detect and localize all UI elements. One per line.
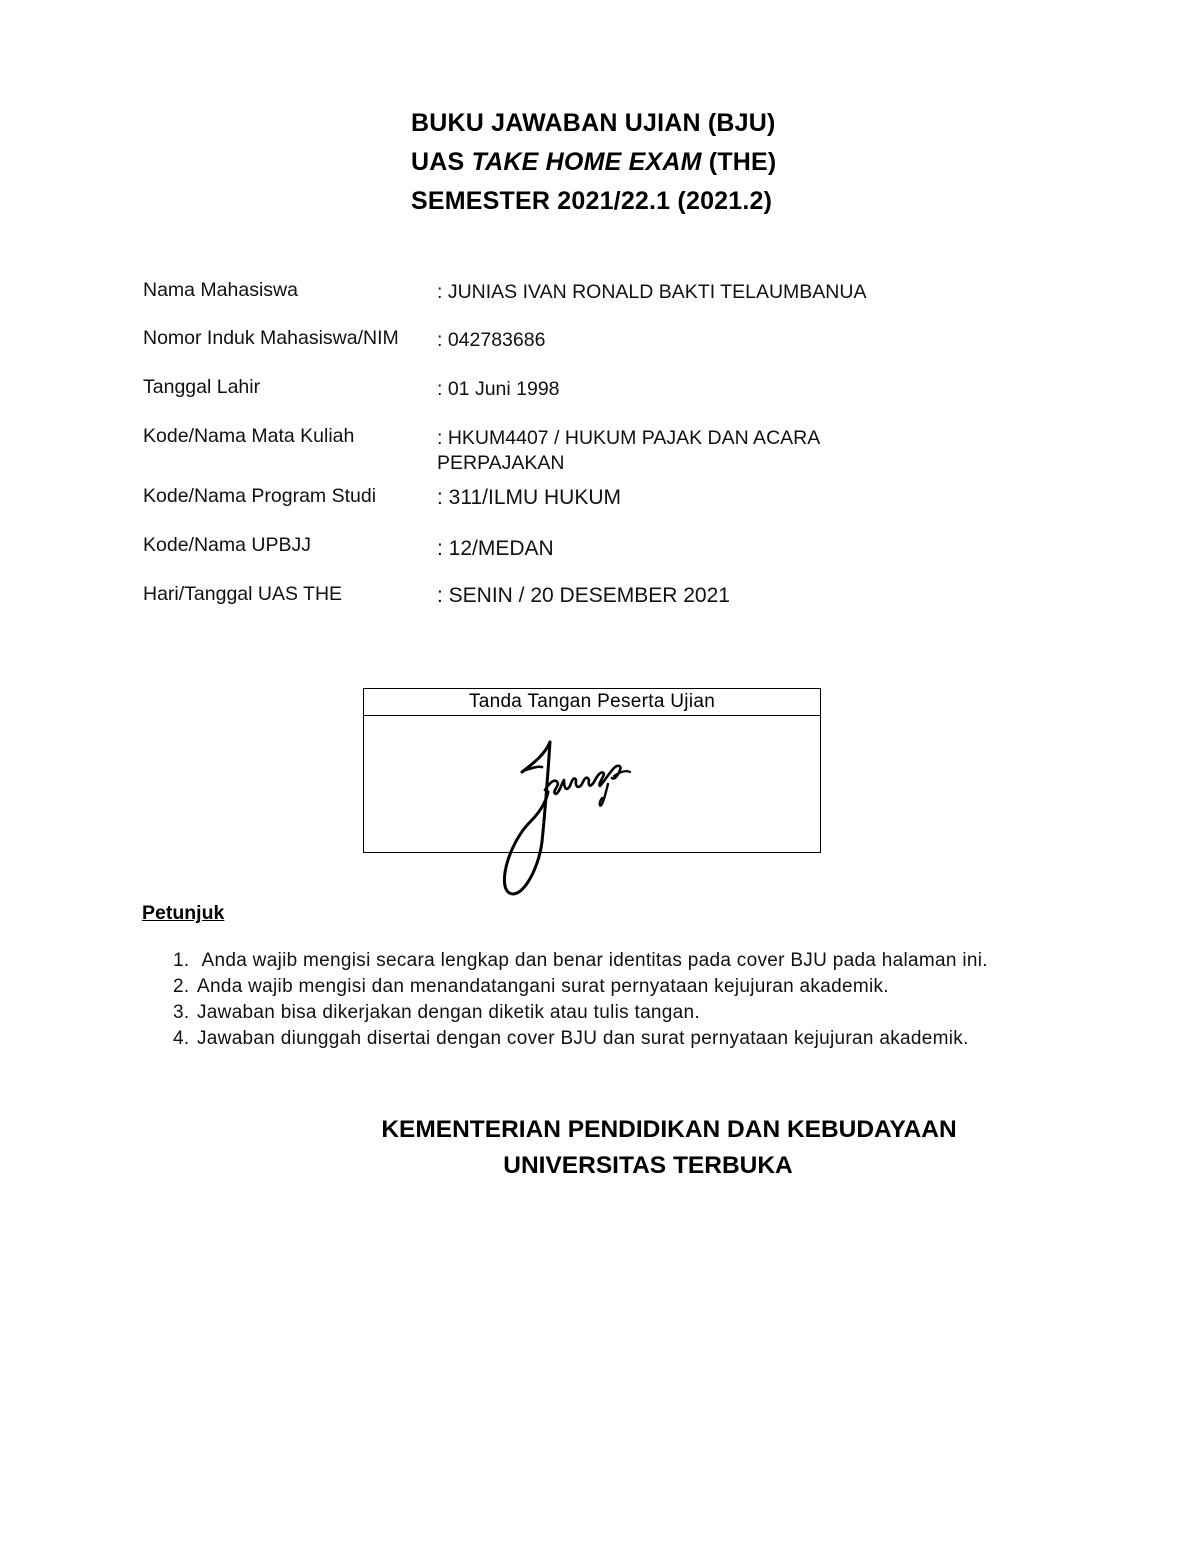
identity-label: Kode/Nama Program Studi — [143, 485, 377, 507]
signature-box-header: Tanda Tangan Peserta Ujian — [364, 689, 820, 716]
identity-value: : HKUM4407 / HUKUM PAJAK DAN ACARA — [437, 427, 821, 449]
list-item-number: 3. — [173, 1002, 190, 1023]
title-line-3: SEMESTER 2021/22.1 (2021.2) — [411, 187, 773, 215]
handwritten-signature — [490, 732, 650, 902]
list-item — [173, 948, 988, 974]
footer-ministry: KEMENTERIAN PENDIDIKAN DAN KEBUDAYAAN — [381, 1116, 957, 1143]
list-item — [173, 1000, 988, 1026]
identity-value: : SENIN / 20 DESEMBER 2021 — [437, 584, 730, 607]
list-item-text: Jawaban diunggah disertai dengan cover BJU dan surat pernyataan kejujuran akademik. — [197, 1028, 969, 1049]
identity-value-continuation: PERPAJAKAN — [437, 452, 565, 474]
footer-university: UNIVERSITAS TERBUKA — [503, 1152, 793, 1179]
list-item-text: Jawaban bisa dikerjakan dengan diketik atau tulis tangan. — [197, 1002, 700, 1023]
list-item-number: 2. — [173, 976, 190, 997]
institution-footer — [0, 1112, 1200, 1184]
identity-label: Nomor Induk Mahasiswa/NIM — [143, 327, 399, 349]
identity-value: : 01 Juni 1998 — [437, 378, 560, 400]
list-item-text: Anda wajib mengisi secara lengkap dan benar identitas pada cover BJU pada halaman ini. — [197, 950, 988, 971]
instructions-list — [173, 948, 988, 1052]
title-line-2-prefix: UAS — [411, 148, 472, 176]
list-item — [173, 974, 988, 1000]
identity-label: Nama Mahasiswa — [143, 279, 298, 301]
title-line-2-italic: TAKE HOME EXAM — [471, 148, 702, 176]
title-line-1: BUKU JAWABAN UJIAN (BJU) — [411, 109, 776, 137]
title-line-2-suffix: (THE) — [701, 148, 777, 176]
document-title — [411, 104, 776, 221]
title-line-2 — [411, 143, 776, 182]
instructions-title: Petunjuk — [142, 902, 225, 924]
identity-label: Hari/Tanggal UAS THE — [143, 583, 343, 605]
identity-label: Kode/Nama UPBJJ — [143, 534, 311, 556]
list-item-number: 4. — [173, 1028, 190, 1049]
identity-value: : 042783686 — [437, 329, 546, 351]
identity-label: Kode/Nama Mata Kuliah — [143, 425, 355, 447]
identity-value: : 311/ILMU HUKUM — [437, 486, 621, 509]
identity-value: : JUNIAS IVAN RONALD BAKTI TELAUMBANUA — [437, 281, 867, 303]
list-item-text: Anda wajib mengisi dan menandatangani surat pernyataan kejujuran akademik. — [197, 976, 889, 997]
identity-value: : 12/MEDAN — [437, 537, 554, 560]
list-item-number: 1. — [173, 950, 190, 971]
identity-label: Tanggal Lahir — [143, 376, 261, 398]
list-item — [173, 1026, 988, 1052]
